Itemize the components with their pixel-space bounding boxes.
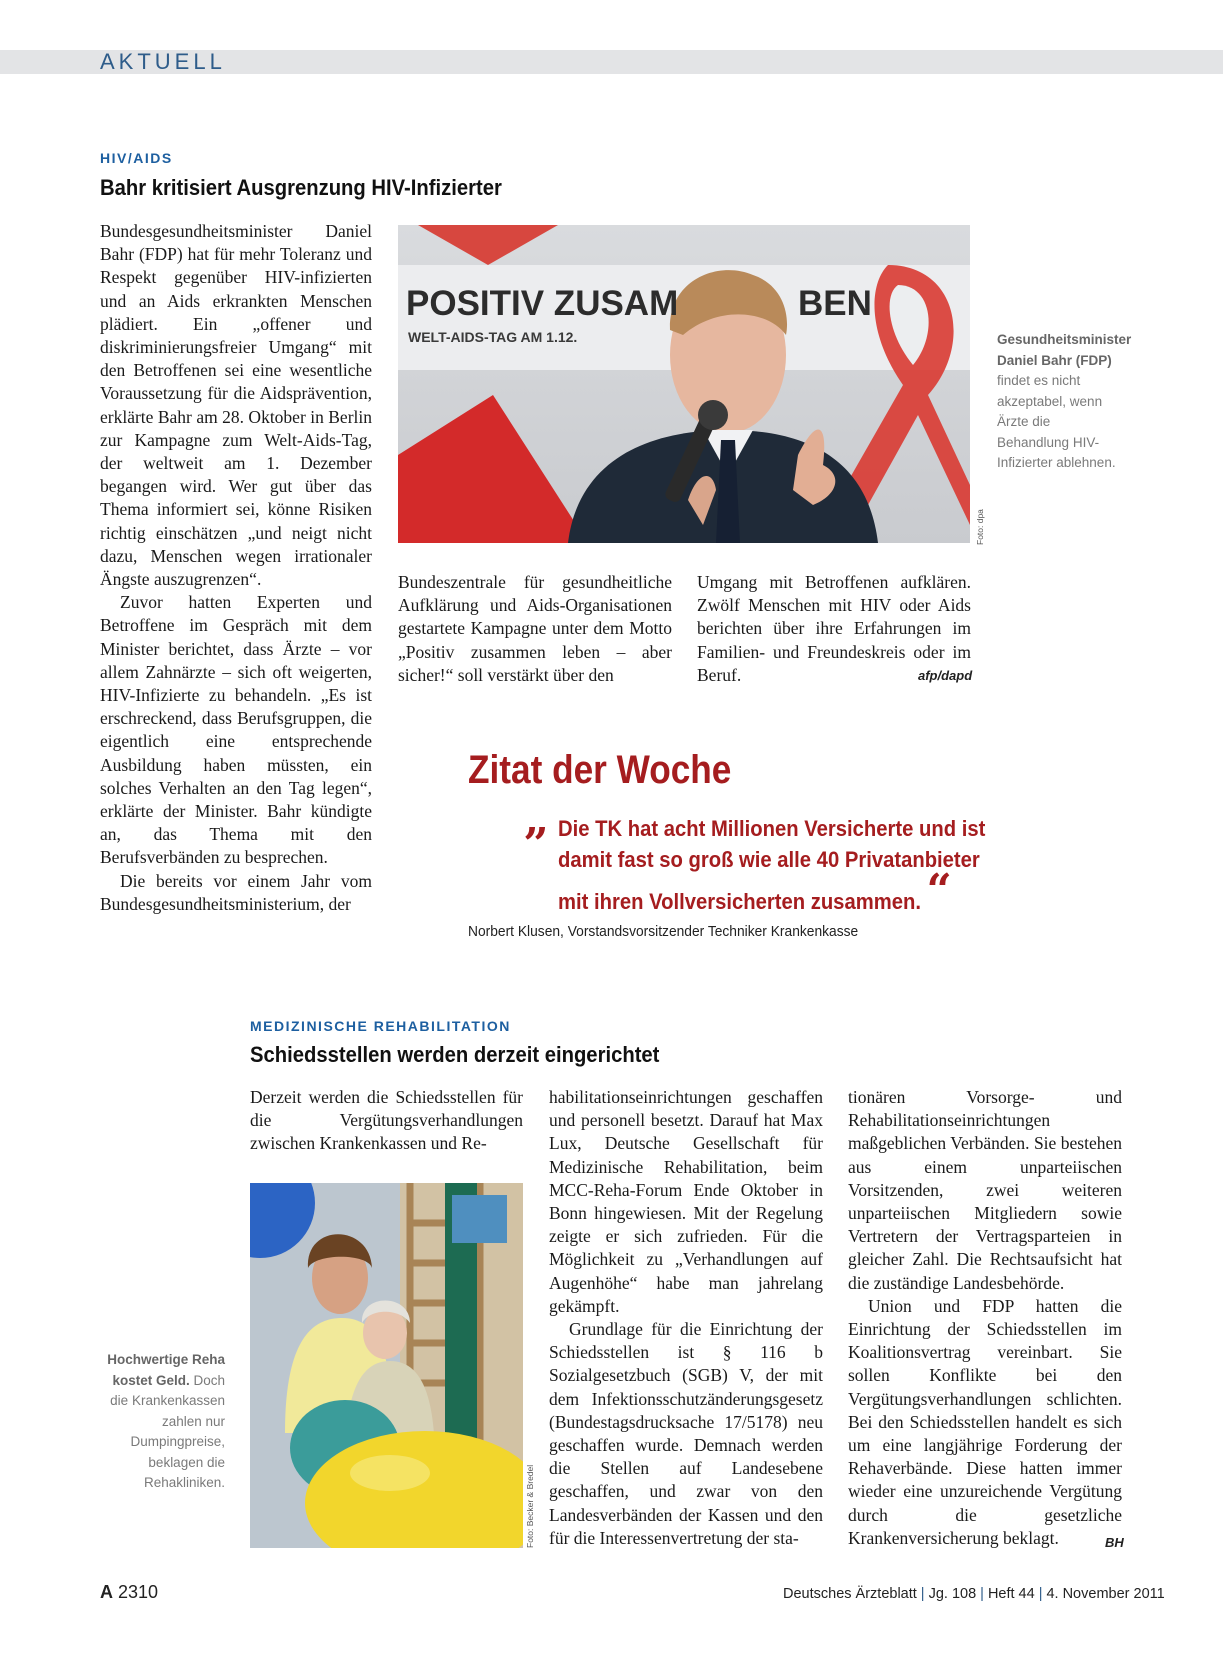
caption-bold: Hochwertige Reha kostet Geld.: [107, 1352, 225, 1388]
article2-paragraph: habilitationseinrichtungen geschaffen und personell besetzt. Darauf hat Max Lux, Deutsche Gesellschaft für Medizinische Rehabilitation, beim MCC-Reha-Forum Ende Oktober in Bonn hingewiesen. Mit der Regelung zeigte er sich zufrieden. Für die Möglichkeit zu „Verhandlungen auf Augenhöhe“ habe man jahrelang gekämpft.: [549, 1087, 823, 1316]
article1-column-1: [100, 220, 372, 916]
article1-signature: afp/dapd: [918, 668, 973, 683]
minister-photo-illustration: [398, 225, 970, 543]
article1-photo-credit: Foto: dpa: [975, 509, 985, 545]
quote-text: [558, 813, 1023, 917]
article2-signature: BH: [1105, 1535, 1124, 1550]
article2-paragraph: tionären Vorsorge- und Rehabilitationseinrichtungen maßgeblichen Verbänden. Sie bestehen aus einem unparteiischen Vorsitzenden, zwei weiteren unparteiischen Mitgliedern sowie Vertretern der Vertragsparteien in gleicher Zahl. Die Rechtsaufsicht hat die zuständige Landesbehörde.: [848, 1087, 1122, 1293]
journal-volume: Jg. 108: [928, 1586, 977, 1602]
journal-footer: [783, 1586, 1165, 1602]
journal-date: 4. November 2011: [1046, 1586, 1165, 1602]
article1-kicker: HIV/AIDS: [100, 150, 173, 166]
article2-headline: Schiedsstellen werden derzeit eingerichtet: [250, 1042, 660, 1067]
article2-kicker: MEDIZINISCHE REHABILITATION: [250, 1018, 511, 1034]
caption-bold: Gesundheitsminister Daniel Bahr (FDP): [997, 332, 1132, 368]
article2-paragraph: Union und FDP hatten die Einrichtung der Schiedsstellen im Koalitionsvertrag vereinbart. Sie sollen Konflikte bei den Vergütungsverhandlungen schlichten. Bei den Schiedsstellen handelt es sich um eine langjährige Forderung der Rehaverbände. Diese hatten immer wieder eine unzureichende Vergütung durch die gesetzliche Krankenversicherung beklagt.: [848, 1295, 1122, 1548]
article1-headline: Bahr kritisiert Ausgrenzung HIV-Infizierter: [100, 175, 502, 200]
article2-photo-caption: [98, 1350, 225, 1494]
quote-line: mit ihren Vollversicherten zusammen.: [558, 889, 921, 914]
banner-text-end: BEN: [798, 284, 872, 323]
article1-paragraph: Die bereits vor einem Jahr vom Bundesgesundheitsministerium, der: [100, 870, 372, 914]
banner-text: POSITIV ZUSAM: [406, 284, 679, 323]
article2-column-3: [848, 1086, 1122, 1550]
banner-subtext: WELT-AIDS-TAG AM 1.12.: [408, 329, 578, 345]
page-number-value: 2310: [118, 1582, 159, 1602]
footer-divider: |: [980, 1586, 984, 1602]
opening-quote-mark: „: [524, 794, 550, 845]
article1-photo: [398, 225, 970, 543]
caption-text: Doch die Krankenkassen zahlen nur Dumpingpreise, beklagen die Rehakliniken.: [110, 1372, 225, 1490]
article1-column-2: [398, 571, 672, 687]
quote-of-week-title: Zitat der Woche: [468, 748, 732, 792]
article2-paragraph: Derzeit werden die Schiedsstellen für die Vergütungsverhandlungen zwischen Krankenkassen und Re-: [250, 1087, 523, 1154]
closing-quote-mark: “: [926, 865, 952, 916]
footer-divider: |: [920, 1586, 925, 1602]
article2-paragraph: Grundlage für die Einrichtung der Schiedsstellen ist § 116 b Sozialgesetzbuch (SGB) V, der mit dem Infektionsschutzänderungsgesetz (Bundestagsdrucksache 17/5178) neu geschaffen wurde. Demnach werden die Stellen auf Landesebene geschaffen, und zwar von den Landesverbänden der Kassen und den für die Interessenvertretung der sta-: [549, 1319, 823, 1548]
article1-paragraph: Zuvor hatten Experten und Betroffene im Gespräch mit dem Minister berichtet, dass Ärzte – vor allem Zahnärzte – sich oft weigerten, HIV-Infizierte zu behandeln. „Es ist erschreckend, dass Berufsgruppen, die eigentlich eine entsprechende Ausbildung haben müssten, ein solches Verhalten an den Tag legen“, erklärte der Minister. Bahr kündigte an, das Thema mit den Berufsverbänden zu besprechen.: [100, 592, 372, 868]
article2-photo: [250, 1183, 523, 1548]
article1-paragraph: Bundeszentrale für gesundheitliche Aufklärung und Aids-Organisationen gestartete Kampagne unter dem Motto „Positiv zusammen leben – aber sicher!“ soll verstärkt über den: [398, 572, 672, 685]
article1-photo-caption: [997, 330, 1132, 474]
journal-issue: Heft 44: [987, 1586, 1035, 1602]
section-label: AKTUELL: [100, 49, 226, 74]
page-number: [100, 1582, 158, 1603]
article1-paragraph: Bundesgesundheitsminister Daniel Bahr (FDP) hat für mehr Toleranz und Respekt gegenüber HIV-infizierten und an Aids erkrankten Menschen plädiert. Ein „offener und diskriminierungsfreier Umgang“ mit den Betroffenen sei eine wesentliche Voraussetzung für die Aidsprävention, erklärte Bahr am 28. Oktober in Berlin zur Kampagne zum Welt-Aids-Tag, der weltweit am 1. Dezember begangen wird. Wer gut über das Thema informiert sei, könne Risiken richtig einschätzen „und neigt nicht dazu, Menschen wegen irrationaler Ängste auszugrenzen“.: [100, 221, 372, 590]
page-prefix: A: [100, 1582, 113, 1602]
quote-line: Die TK hat acht Millionen Versicherte und ist: [558, 816, 986, 841]
article2-photo-credit: Foto: Becker & Bredel: [525, 1464, 535, 1548]
article2-column-1: [250, 1086, 523, 1156]
rehab-photo-illustration: [250, 1183, 523, 1548]
article1-paragraph: Umgang mit Betroffenen aufklären. Zwölf Menschen mit HIV oder Aids berichten über ihre Erfahrungen im Familien- und Freundeskreis oder im Beruf.: [697, 572, 971, 685]
quote-line: damit fast so groß wie alle 40 Privatanbieter: [558, 847, 980, 872]
quote-attribution: Norbert Klusen, Vorstandsvorsitzender Techniker Krankenkasse: [468, 923, 859, 940]
footer-divider: |: [1038, 1586, 1043, 1602]
caption-text: findet es nicht akzeptabel, wenn Ärzte die Behandlung HIV-Infizierter ablehnen.: [997, 373, 1116, 470]
journal-name: Deutsches Ärzteblatt: [783, 1586, 917, 1602]
article2-column-2: [549, 1086, 823, 1550]
